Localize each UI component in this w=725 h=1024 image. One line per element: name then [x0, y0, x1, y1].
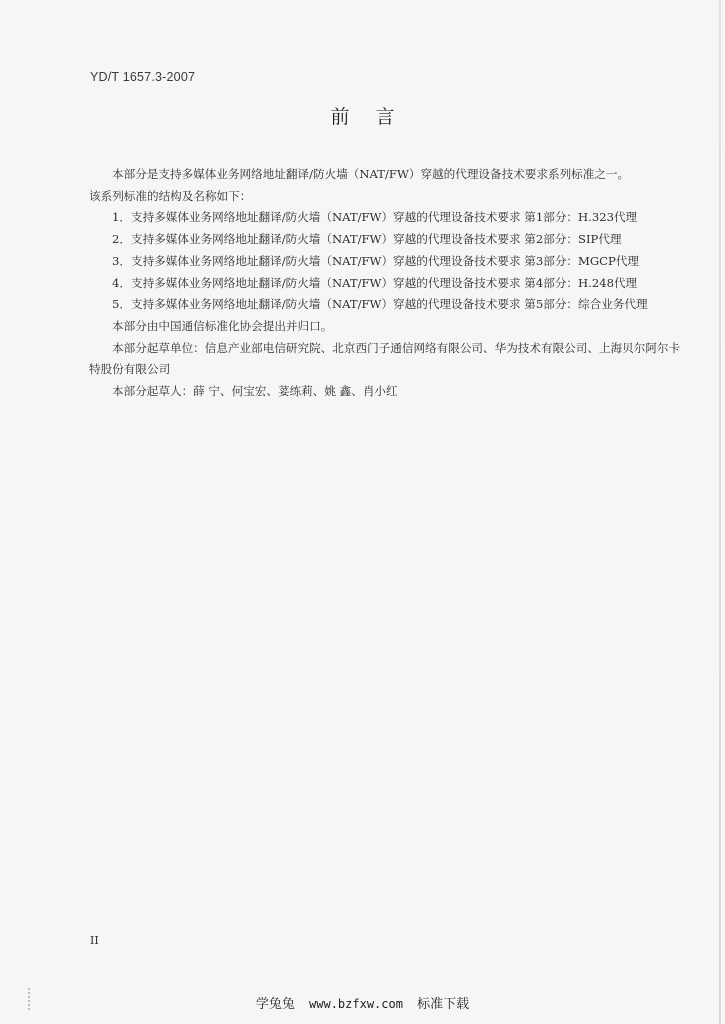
list-item: 1．支持多媒体业务网络地址翻译/防火墙（NAT/FW）穿越的代理设备技术要求 第1部分：H.323代理 — [112, 210, 638, 225]
list-item: 4．支持多媒体业务网络地址翻译/防火墙（NAT/FW）穿越的代理设备技术要求 第4部分：H.248代理 — [112, 275, 638, 290]
intro-paragraph-continued: 该系列标准的结构及名称如下： — [89, 188, 252, 203]
drafters-paragraph: 本部分起草人：薛 宁、何宝宏、荽练莉、姚 鑫、肖小红 — [112, 384, 398, 399]
footer-tagline: 标准下载 — [417, 997, 470, 1012]
proposed-by-paragraph: 本部分由中国通信标准化协会提出并归口。 — [112, 318, 333, 333]
scan-edge — [719, 0, 721, 1024]
document-code: YD/T 1657.3-2007 — [90, 70, 196, 84]
footer-site-name: 学兔兔 — [255, 997, 295, 1012]
list-item: 5．支持多媒体业务网络地址翻译/防火墙（NAT/FW）穿越的代理设备技术要求 第5部分：综合业务代理 — [112, 297, 648, 312]
page-number: II — [90, 934, 99, 947]
page-title: 前言 — [330, 106, 421, 128]
body-text — [89, 164, 687, 403]
list-item: 3．支持多媒体业务网络地址翻译/防火墙（NAT/FW）穿越的代理设备技术要求 第3部分：MGCP代理 — [112, 253, 640, 268]
intro-paragraph: 本部分是支持多媒体业务网络地址翻译/防火墙（NAT/FW）穿越的代理设备技术要求系列标准之一。 — [112, 167, 630, 181]
drafting-units-paragraph: 本部分起草单位：信息产业部电信研究院、北京西门子通信网络有限公司、华为技术有限公司、上海贝尔阿尔卡特股份有限公司 — [89, 340, 681, 377]
footer-url-link[interactable]: www.bzfxw.com — [309, 997, 403, 1011]
list-item: 2．支持多媒体业务网络地址翻译/防火墙（NAT/FW）穿越的代理设备技术要求 第2部分：SIP代理 — [112, 232, 622, 247]
footer — [0, 993, 725, 1012]
